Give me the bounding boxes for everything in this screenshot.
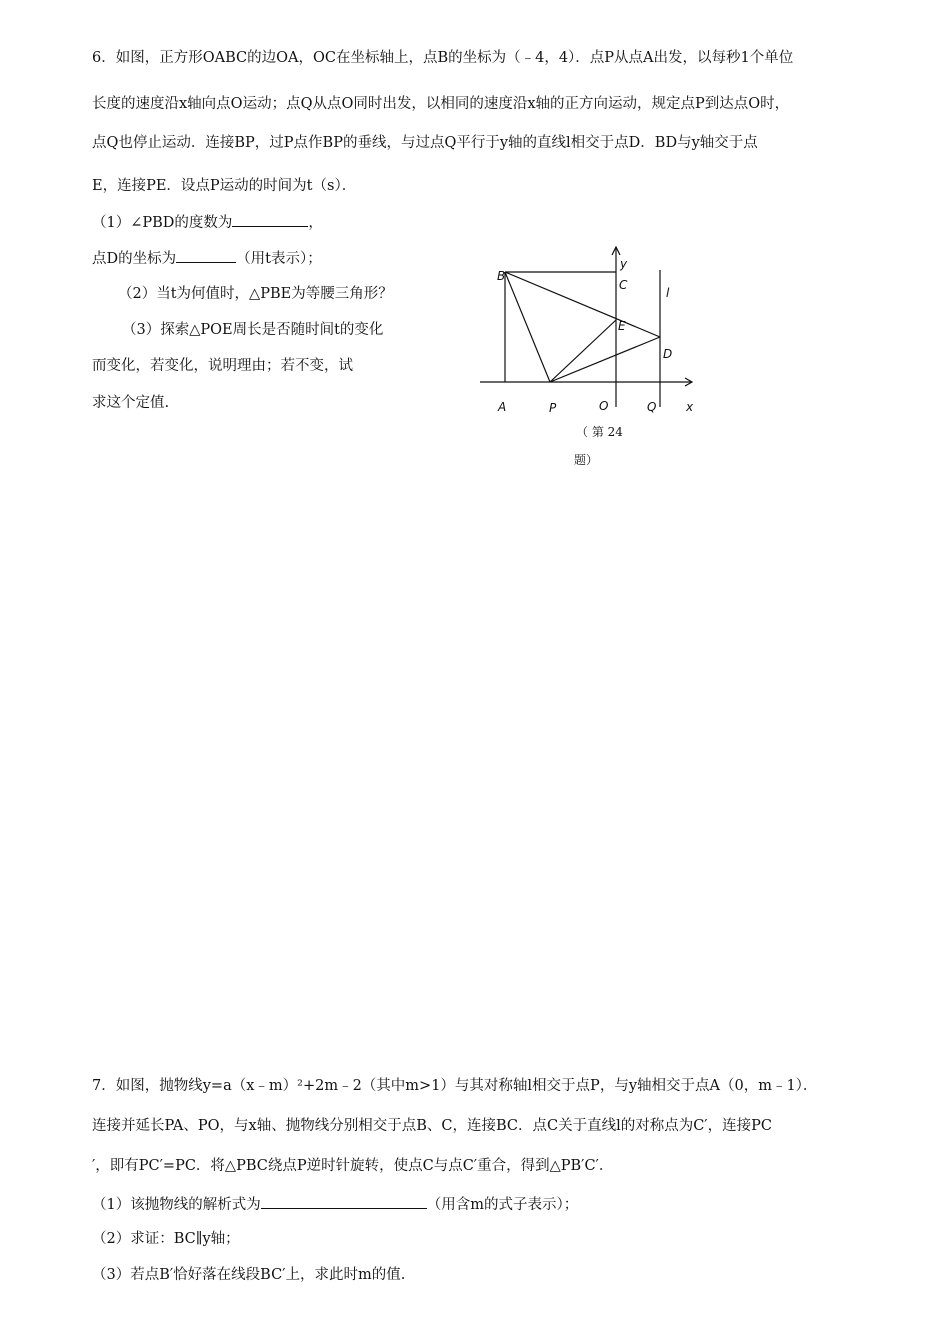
problem7-question-1 bbox=[92, 1194, 578, 1215]
label-Q: Q bbox=[647, 400, 657, 414]
label-O: O bbox=[599, 399, 609, 413]
label-l: l bbox=[666, 286, 670, 300]
question-text: （1）∠PBD的度数为 bbox=[92, 215, 233, 231]
question-text-end: （用t表示）； bbox=[236, 251, 322, 267]
problem7-line-3: ′，即有PC′=PC．将△PBC绕点P逆时针旋转，使点C与点C′重合，得到△PB′C′． bbox=[92, 1158, 614, 1174]
problem6-question-3-line-2: 而变化，若变化，说明理由；若不变，试 bbox=[92, 358, 353, 374]
label-x: x bbox=[686, 400, 694, 414]
label-E: E bbox=[618, 319, 626, 333]
problem7-line-1: 7．如图，抛物线y=a（x﹣m）²+2m﹣2（其中m>1）与其对称轴l相交于点P，与y轴相交于点A（0，m﹣1）． bbox=[92, 1078, 818, 1094]
problem6-question-1b bbox=[92, 248, 322, 269]
answer-blank[interactable] bbox=[232, 212, 308, 227]
problem6-question-1a bbox=[92, 212, 323, 233]
problem7-question-3: （3）若点B′恰好落在线段BC′上，求此时m的值. bbox=[92, 1267, 406, 1283]
problem6-line-2: 长度的速度沿x轴向点O运动；点Q从点O同时出发，以相同的速度沿x轴的正方向运动，规定点P到达点O时， bbox=[92, 96, 790, 112]
answer-blank[interactable] bbox=[176, 248, 236, 263]
question-text: 点D的坐标为 bbox=[92, 251, 177, 267]
problem6-question-3-line-3: 求这个定值. bbox=[92, 395, 170, 411]
label-P: P bbox=[549, 401, 557, 415]
problem7-line-2: 连接并延长PA、PO，与x轴、抛物线分别相交于点B、C，连接BC．点C关于直线l的对称点为C′，连接PC bbox=[92, 1118, 772, 1134]
figure-caption-line-2: 题） bbox=[574, 453, 599, 467]
figure-caption-line-1: （ 第 24 bbox=[576, 425, 623, 439]
question-text: （1）该抛物线的解析式为 bbox=[92, 1197, 261, 1213]
problem6-question-3-line-1: （3）探索△POE周长是否随时间t的变化 bbox=[122, 322, 384, 338]
segment-PE bbox=[550, 320, 616, 382]
label-D: D bbox=[663, 347, 673, 361]
label-C: C bbox=[619, 278, 628, 292]
answer-blank[interactable] bbox=[261, 1194, 427, 1209]
label-B: B bbox=[497, 269, 506, 283]
problem6-question-2: （2）当t为何值时，△PBE为等腰三角形？ bbox=[118, 286, 393, 302]
problem6-line-4: E，连接PE．设点P运动的时间为t（s）． bbox=[92, 178, 357, 194]
label-A: A bbox=[498, 400, 507, 414]
segment-PD bbox=[550, 337, 660, 382]
question-text-end: （用含m的式子表示）； bbox=[426, 1197, 579, 1213]
problem6-line-3: 点Q也停止运动．连接BP，过P点作BP的垂线，与过点Q平行于y轴的直线l相交于点D．BD与y轴交于点 bbox=[92, 135, 758, 151]
question-text-end: ， bbox=[308, 215, 323, 231]
problem7-question-2: （2）求证：BC∥y轴； bbox=[92, 1231, 240, 1247]
label-y: y bbox=[620, 257, 628, 271]
problem6-line-1: 6．如图，正方形OABC的边OA，OC在坐标轴上，点B的坐标为（﹣4，4）．点P从点A出发，以每秒1个单位 bbox=[92, 50, 794, 66]
